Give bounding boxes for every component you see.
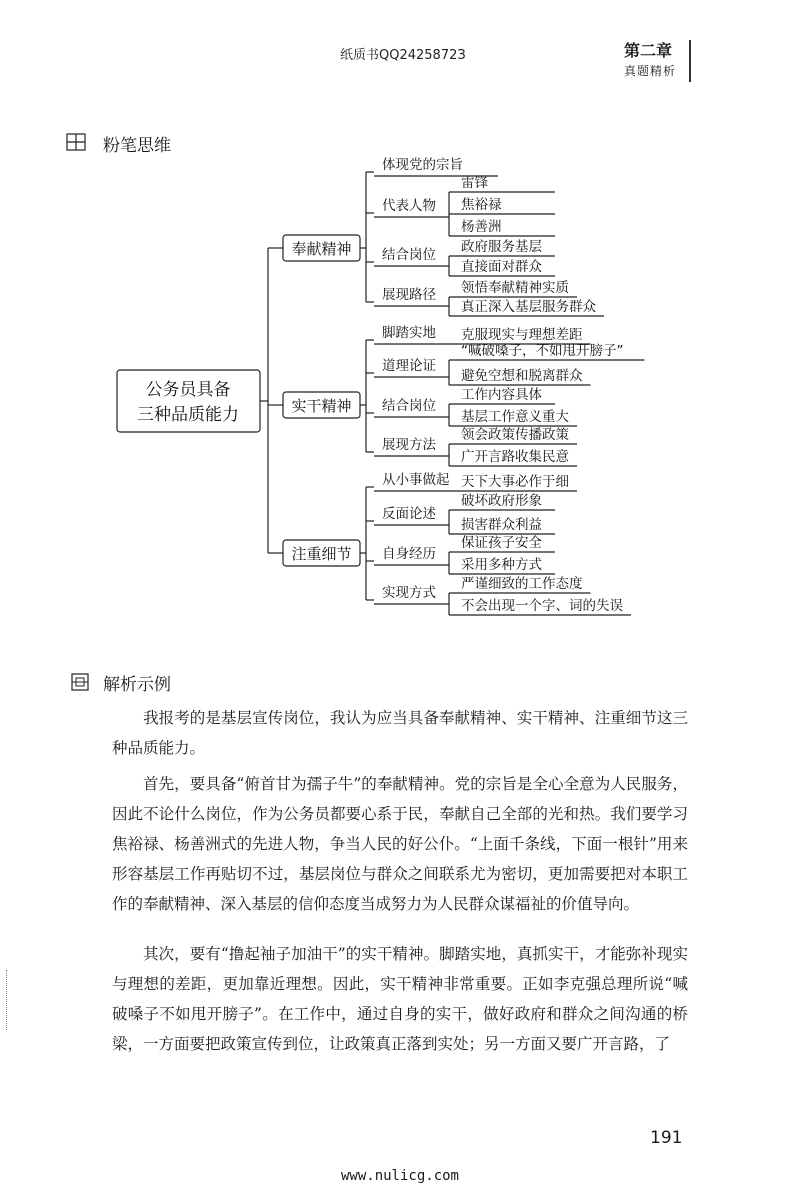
leaf-label-1-2-1: 雷锋 bbox=[461, 175, 488, 191]
leaf-label-1-4-1: 领悟奉献精神实质 bbox=[461, 280, 569, 296]
sub-label-1-1: 体现党的宗旨 bbox=[382, 157, 463, 173]
leaf-label-3-2-1: 破坏政府形象 bbox=[461, 493, 542, 509]
page-number: 191 bbox=[650, 1128, 683, 1148]
sub-label-3-1: 从小事做起 bbox=[382, 472, 450, 488]
branch-label-3: 注重细节 bbox=[291, 545, 352, 563]
sub-label-2-3: 结合岗位 bbox=[382, 398, 436, 414]
paragraph-3-text: 其次，要有“撸起袖子加油干”的实干精神。脚踏实地，真抓实干，才能弥补现实与理想的差距，更加靠近理想。因此，实干精神非常重要。正如李克强总理所说“喊破嗓子不如甩开膀子”。在工作中，通过自身的实干，做好政府和群众之间沟通的桥梁，一方面要把政策宣传到位，让政策真正落到实处；另一方面又要广开言路，了 bbox=[112, 945, 688, 1053]
sub-label-1-2: 代表人物 bbox=[382, 198, 436, 214]
leaf-label-3-4-2: 不会出现一个字、词的失误 bbox=[461, 598, 623, 614]
leaf-label-1-3-2: 直接面对群众 bbox=[461, 259, 542, 275]
paragraph-1-text: 我报考的是基层宣传岗位，我认为应当具备奉献精神、实干精神、注重细节这三种品质能力。 bbox=[112, 709, 688, 757]
branch-label-2: 实干精神 bbox=[291, 397, 352, 415]
leaf-label-2-1-1: 克服现实与理想差距 bbox=[461, 327, 583, 343]
chapter-subtitle: 真题精析 bbox=[624, 64, 677, 78]
sub-label-2-1: 脚踏实地 bbox=[382, 325, 436, 341]
leaf-label-3-1-1: 天下大事必作于细 bbox=[461, 474, 569, 490]
paragraph-2 bbox=[112, 769, 688, 919]
leaf-label-2-3-1: 工作内容具体 bbox=[461, 387, 542, 403]
root-label-line2: 三种品质能力 bbox=[137, 405, 239, 425]
leaf-label-2-2-1: “喊破嗓子，不如甩开膀子” bbox=[461, 343, 624, 359]
sub-label-3-4: 实现方式 bbox=[382, 585, 436, 601]
root-label-line1: 公务员具备 bbox=[145, 380, 231, 400]
leaf-label-2-2-2: 避免空想和脱离群众 bbox=[461, 368, 583, 384]
leaf-label-2-4-1: 领会政策传播政策 bbox=[461, 427, 569, 443]
sub-label-3-2: 反面论述 bbox=[382, 506, 436, 522]
leaf-label-1-2-3: 杨善洲 bbox=[461, 219, 502, 235]
leaf-label-3-2-2: 损害群众利益 bbox=[461, 517, 542, 533]
sub-label-2-4: 展现方法 bbox=[382, 437, 436, 453]
sub-label-1-4: 展现路径 bbox=[382, 287, 436, 303]
mindmap-section-title: 粉笔思维 bbox=[103, 136, 171, 156]
leaf-label-2-4-2: 广开言路收集民意 bbox=[461, 449, 569, 465]
branch-label-1: 奉献精神 bbox=[291, 240, 352, 258]
leaf-label-3-3-1: 保证孩子安全 bbox=[461, 535, 542, 551]
analysis-section-icon bbox=[70, 672, 90, 692]
leaf-label-1-2-2: 焦裕禄 bbox=[461, 197, 502, 213]
footer-url: www.nulicg.com bbox=[340, 1168, 459, 1184]
paragraph-2-text: 首先，要具备“俯首甘为孺子牛”的奉献精神。党的宗旨是全心全意为人民服务，因此不论什么岗位，作为公务员都要心系于民，奉献自己全部的光和热。我们要学习焦裕禄、杨善洲式的先进人物，争当人民的好公仆。“上面千条线，下面一根针”用来形容基层工作再贴切不过，基层岗位与群众之间联系尤为密切，更加需要把对本职工作的奉献精神、深入基层的信仰态度当成努力为人民群众谋福祉的价值导向。 bbox=[112, 775, 688, 913]
sub-label-1-3: 结合岗位 bbox=[382, 247, 436, 263]
leaf-label-1-3-1: 政府服务基层 bbox=[461, 239, 542, 255]
header-source-text: 纸质书QQ2425872З bbox=[340, 48, 466, 63]
leaf-label-1-4-2: 真正深入基层服务群众 bbox=[461, 299, 596, 315]
paragraph-1 bbox=[112, 703, 688, 763]
sub-label-2-2: 道理论证 bbox=[382, 358, 436, 374]
paragraph-3 bbox=[112, 939, 688, 1059]
chapter-title: 第二章 bbox=[624, 41, 673, 60]
leaf-label-2-3-2: 基层工作意义重大 bbox=[461, 409, 569, 425]
margin-marks bbox=[6, 970, 9, 1030]
leaf-label-3-3-2: 采用多种方式 bbox=[461, 557, 542, 573]
leaf-label-3-4-1: 严谨细致的工作态度 bbox=[461, 576, 583, 592]
sub-label-3-3: 自身经历 bbox=[382, 546, 436, 562]
analysis-section-title: 解析示例 bbox=[103, 675, 171, 695]
